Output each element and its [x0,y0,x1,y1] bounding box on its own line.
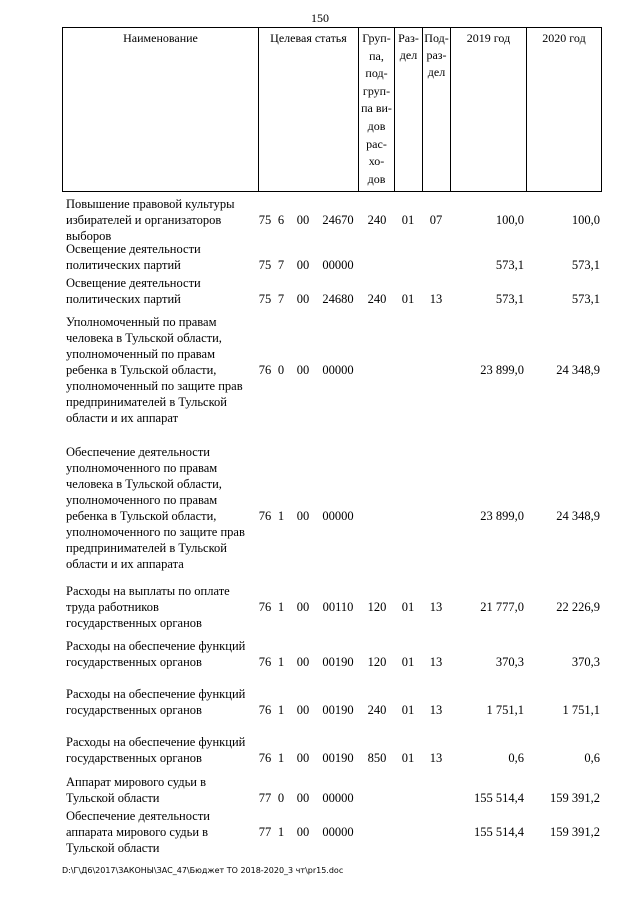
target-code-program: 76 [258,600,272,614]
target-code-subprogram: 1 [277,600,285,614]
header-section-line: дел [399,48,418,62]
target-code-event: 00 [296,703,310,717]
row-name-line: ребенка в Тульской области, [66,509,217,523]
row-name-line: Повышение правовой культуры [66,197,235,211]
header-group [358,27,394,192]
row-name [66,774,256,806]
expense-group: 240 [367,213,387,227]
section-code: 01 [401,703,415,717]
row-name-line: аппарата мирового судьи в [66,825,209,839]
target-code-program: 76 [258,363,272,377]
target-code-program: 75 [258,258,272,272]
amount-2019: 23 899,0 [480,509,524,523]
section-code: 01 [401,213,415,227]
header-2020 [526,27,602,192]
target-code-event: 00 [296,655,310,669]
header-subsection-line: дел [427,65,446,79]
target-code-subprogram: 1 [277,825,285,839]
header-group-line: дов [367,171,386,186]
row-name-line: человека в Тульской области, [66,477,222,491]
target-code-direction: 00000 [322,258,354,272]
target-code-direction: 00190 [322,703,354,717]
subsection-code: 13 [429,751,443,765]
header-section [394,27,422,192]
target-code-program: 76 [258,703,272,717]
amount-2019: 370,3 [495,655,524,669]
target-code-direction: 00190 [322,655,354,669]
row-name-line: выборов [66,229,112,243]
amount-2020: 24 348,9 [556,363,600,377]
file-path-footer: D:\Г\Д6\2017\ЗАКОНЫ\ЗАС_47\Бюджет ТО 2018-2020_3 чт\pr15.doc [62,866,344,875]
header-group-line: па, [369,48,384,63]
row-name-line: ребенка в Тульской области, [66,363,217,377]
header-subsection-line: раз- [426,48,447,62]
target-code-event: 00 [296,600,310,614]
target-code-subprogram: 1 [277,751,285,765]
target-code-program: 75 [258,292,272,306]
row-name [66,808,256,856]
amount-2020: 100,0 [571,213,600,227]
row-name-line: предпринимателей в Тульской [66,395,227,409]
subsection-code: 13 [429,292,443,306]
header-group-line: па ви- [361,101,392,116]
header-target [258,27,358,192]
row-name [66,638,256,670]
target-code-direction: 00110 [322,600,354,614]
row-name-line: уполномоченный по защите прав [66,379,243,393]
row-name [66,196,256,244]
row-name [66,734,256,766]
amount-2020: 159 391,2 [550,791,600,805]
row-name-line: Расходы на выплаты по оплате [66,584,230,598]
expense-group: 120 [367,600,387,614]
target-code-event: 00 [296,292,310,306]
target-code-direction: 00000 [322,791,354,805]
row-name-line: Тульской области [66,841,160,855]
amount-2020: 370,3 [571,655,600,669]
header-group-line: хо- [368,154,385,169]
row-name-line: политических партий [66,258,181,272]
row-name-line: Расходы на обеспечение функций [66,639,246,653]
target-code-subprogram: 0 [277,363,285,377]
subsection-code: 13 [429,600,443,614]
amount-2019: 21 777,0 [480,600,524,614]
target-code-subprogram: 1 [277,509,285,523]
target-code-direction: 00190 [322,751,354,765]
subsection-code: 07 [429,213,443,227]
row-name [66,314,256,426]
amount-2019: 573,1 [495,258,524,272]
target-code-event: 00 [296,509,310,523]
row-name-line: политических партий [66,292,181,306]
row-name-line: государственных органов [66,655,202,669]
row-name-line: Обеспечение деятельности [66,809,211,823]
row-name-line: предпринимателей в Тульской [66,541,227,555]
amount-2020: 24 348,9 [556,509,600,523]
target-code-subprogram: 1 [277,655,285,669]
amount-2019: 100,0 [495,213,524,227]
header-group-line: груп- [362,83,391,98]
expense-group: 240 [367,703,387,717]
expense-group: 850 [367,751,387,765]
target-code-subprogram: 7 [277,258,285,272]
subsection-code: 13 [429,655,443,669]
subsection-code: 13 [429,703,443,717]
amount-2020: 1 751,1 [562,703,600,717]
row-name [66,275,256,307]
target-code-program: 77 [258,791,272,805]
target-code-event: 00 [296,258,310,272]
row-name-line: избирателей и организаторов [66,213,222,227]
target-code-program: 77 [258,825,272,839]
row-name-line: Обеспечение деятельности [66,445,211,459]
target-code-program: 76 [258,655,272,669]
row-name-line: Уполномоченный по правам [66,315,217,329]
section-code: 01 [401,655,415,669]
header-name [62,27,258,192]
expense-group: 240 [367,292,387,306]
amount-2019: 155 514,4 [474,791,524,805]
row-name-line: Расходы на обеспечение функций [66,687,246,701]
row-name-line: уполномоченный по правам [66,347,215,361]
target-code-subprogram: 1 [277,703,285,717]
row-name [66,241,256,273]
header-2019 [450,27,526,192]
row-name-line: государственных органов [66,751,202,765]
amount-2019: 0,6 [508,751,524,765]
row-name-line: государственных органов [66,703,202,717]
target-code-direction: 24680 [322,292,354,306]
row-name-line: Освещение деятельности [66,242,201,256]
row-name [66,583,256,631]
amount-2020: 573,1 [571,292,600,306]
amount-2019: 23 899,0 [480,363,524,377]
row-name-line: Расходы на обеспечение функций [66,735,246,749]
target-code-direction: 24670 [322,213,354,227]
section-code: 01 [401,600,415,614]
row-name-line: области и их аппарата [66,557,184,571]
header-group-line: рас- [366,136,387,151]
row-name-line: области и их аппарат [66,411,179,425]
row-name-line: труда работников [66,600,159,614]
header-group-line: дов [367,118,386,133]
row-name-line: государственных органов [66,616,202,630]
target-code-event: 00 [296,213,310,227]
header-section-line: Раз- [398,31,419,45]
row-name-line: Тульской области [66,791,160,805]
amount-2019: 1 751,1 [486,703,524,717]
target-code-event: 00 [296,825,310,839]
header-2020-label: 2020 год [542,31,586,45]
row-name-line: уполномоченного по защите прав [66,525,245,539]
header-2019-label: 2019 год [466,31,511,45]
expense-group: 120 [367,655,387,669]
amount-2020: 0,6 [584,751,600,765]
target-code-direction: 00000 [322,363,354,377]
target-code-program: 75 [258,213,272,227]
target-code-event: 00 [296,751,310,765]
amount-2019: 573,1 [495,292,524,306]
target-code-program: 76 [258,509,272,523]
section-code: 01 [401,751,415,765]
target-code-event: 00 [296,791,310,805]
row-name-line: Аппарат мирового судьи в [66,775,206,789]
target-code-subprogram: 7 [277,292,285,306]
amount-2019: 155 514,4 [474,825,524,839]
target-code-subprogram: 6 [277,213,285,227]
header-subsection-line: Под- [424,31,449,45]
row-name-line: уполномоченного по правам [66,461,218,475]
row-name-line: уполномоченного по правам [66,493,218,507]
header-group-line: Груп- [362,31,391,45]
target-code-subprogram: 0 [277,791,285,805]
header-group-line: под- [365,66,388,81]
amount-2020: 573,1 [571,258,600,272]
section-code: 01 [401,292,415,306]
target-code-program: 76 [258,751,272,765]
page-number: 150 [311,11,329,25]
amount-2020: 159 391,2 [550,825,600,839]
target-code-direction: 00000 [322,509,354,523]
header-target-label: Целевая статья [270,31,347,45]
target-code-direction: 00000 [322,825,354,839]
target-code-event: 00 [296,363,310,377]
header-subsection [422,27,450,192]
row-name [66,444,256,572]
row-name-line: человека в Тульской области, [66,331,222,345]
row-name-line: Освещение деятельности [66,276,201,290]
header-name-label: Наименование [123,31,198,45]
amount-2020: 22 226,9 [556,600,600,614]
row-name [66,686,256,718]
